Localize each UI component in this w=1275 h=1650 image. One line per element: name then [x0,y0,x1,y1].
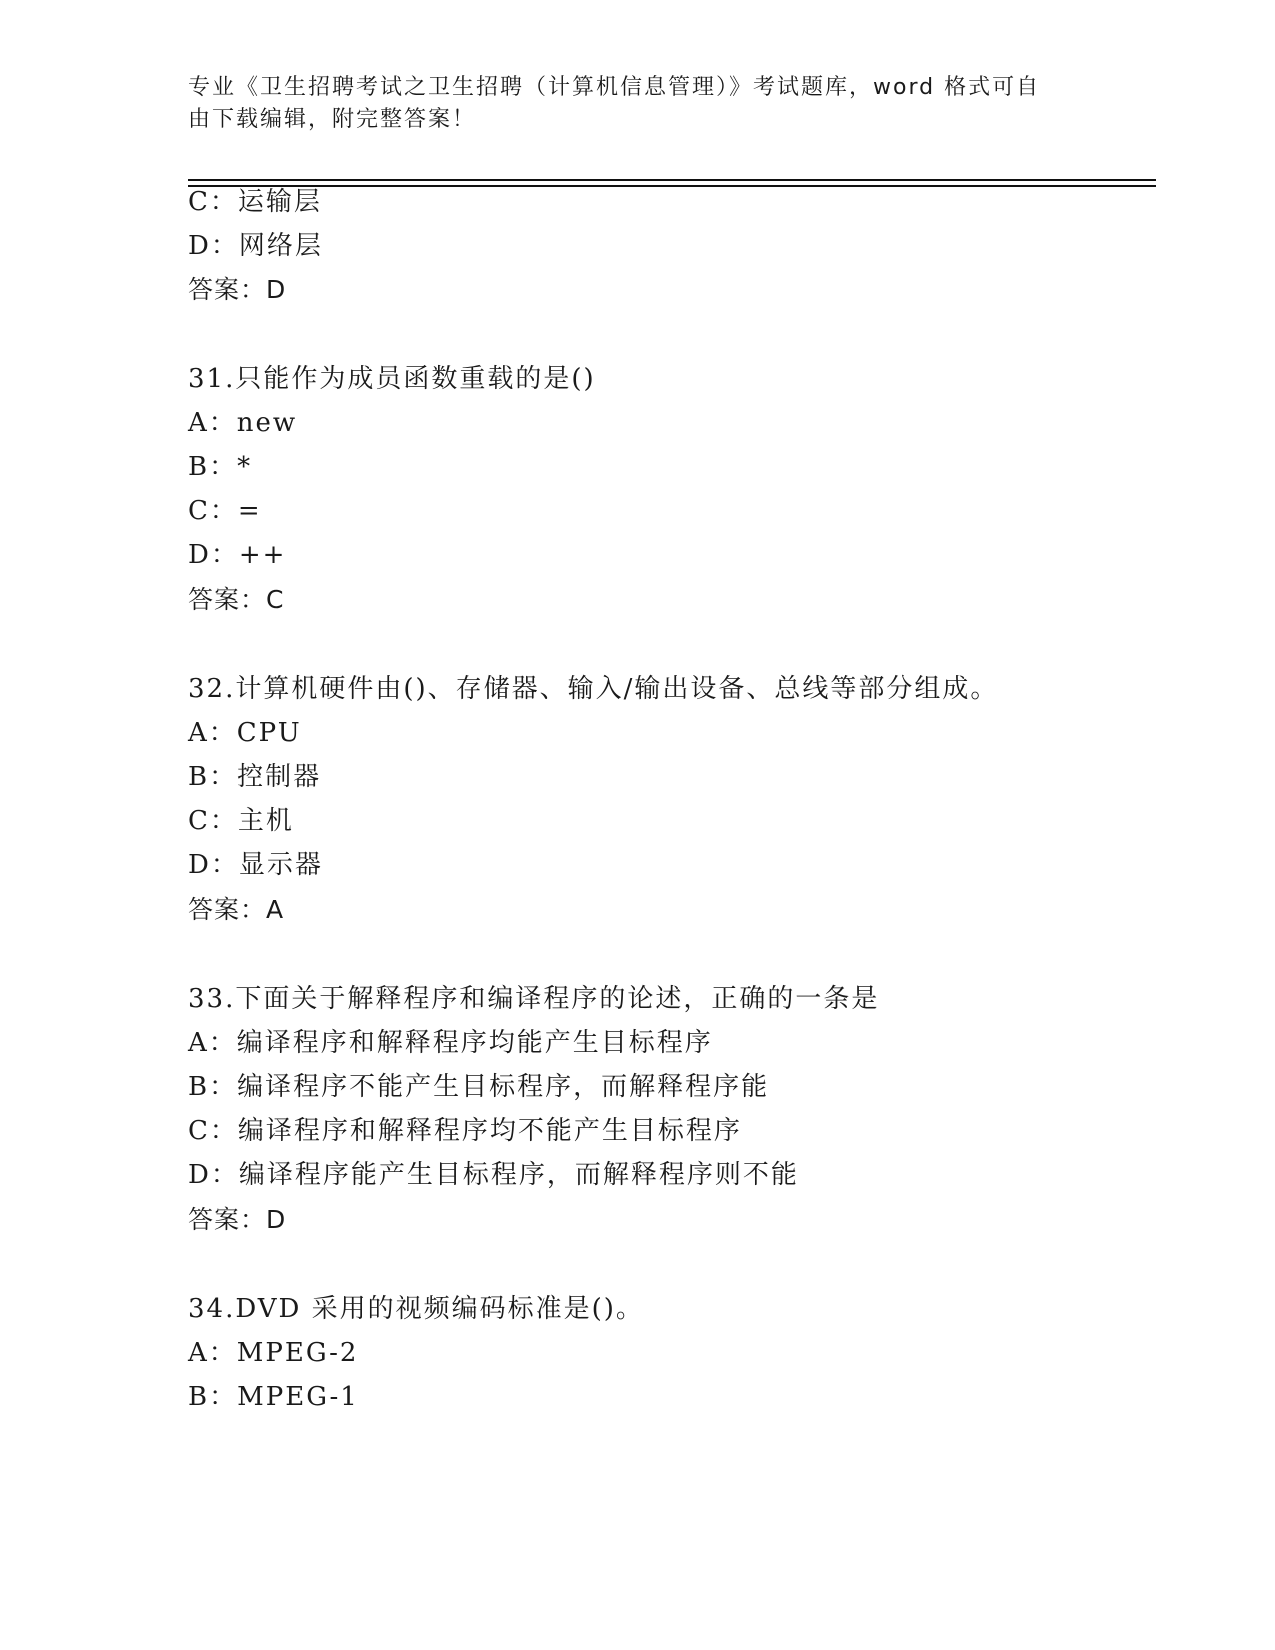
question-stem: 32.计算机硬件由()、存储器、输入/输出设备、总线等部分组成。 [188,674,999,704]
question-stem: 34.DVD 采用的视频编码标准是()。 [188,1294,644,1324]
option-c: C：运输层 [188,187,322,217]
option-a: A：编译程序和解释程序均能产生目标程序 [188,1028,713,1058]
answer-line: 答案：A [188,895,285,924]
option-d: D：显示器 [188,850,323,880]
header-divider-bottom [188,185,1156,187]
header-line-1: 专业《卫生招聘考试之卫生招聘（计算机信息管理）》考试题库，word 格式可自 [188,75,1041,100]
option-a: A：new [188,408,298,438]
option-b: B：MPEG-1 [188,1382,359,1412]
option-b: B：编译程序不能产生目标程序，而解释程序能 [188,1072,770,1102]
option-b: B：* [188,452,253,482]
option-c: C：主机 [188,806,294,836]
option-d: D：++ [188,540,287,570]
header-line-2: 由下载编辑，附完整答案！ [188,107,477,132]
question-stem: 33.下面关于解释程序和编译程序的论述，正确的一条是 [188,984,880,1014]
option-d: D：编译程序能产生目标程序，而解释程序则不能 [188,1160,799,1190]
option-a: A：MPEG-2 [188,1338,359,1368]
option-a: A：CPU [188,718,302,748]
answer-line: 答案：D [188,275,287,304]
document-header [188,72,1068,136]
answer-line: 答案：C [188,585,285,614]
option-d: D：网络层 [188,231,323,261]
option-b: B：控制器 [188,762,322,792]
question-stem: 31.只能作为成员函数重载的是() [188,364,596,394]
answer-line: 答案：D [188,1205,287,1234]
option-c: C：编译程序和解释程序均不能产生目标程序 [188,1116,742,1146]
header-divider-top [188,179,1156,181]
option-c: C：= [188,496,262,526]
